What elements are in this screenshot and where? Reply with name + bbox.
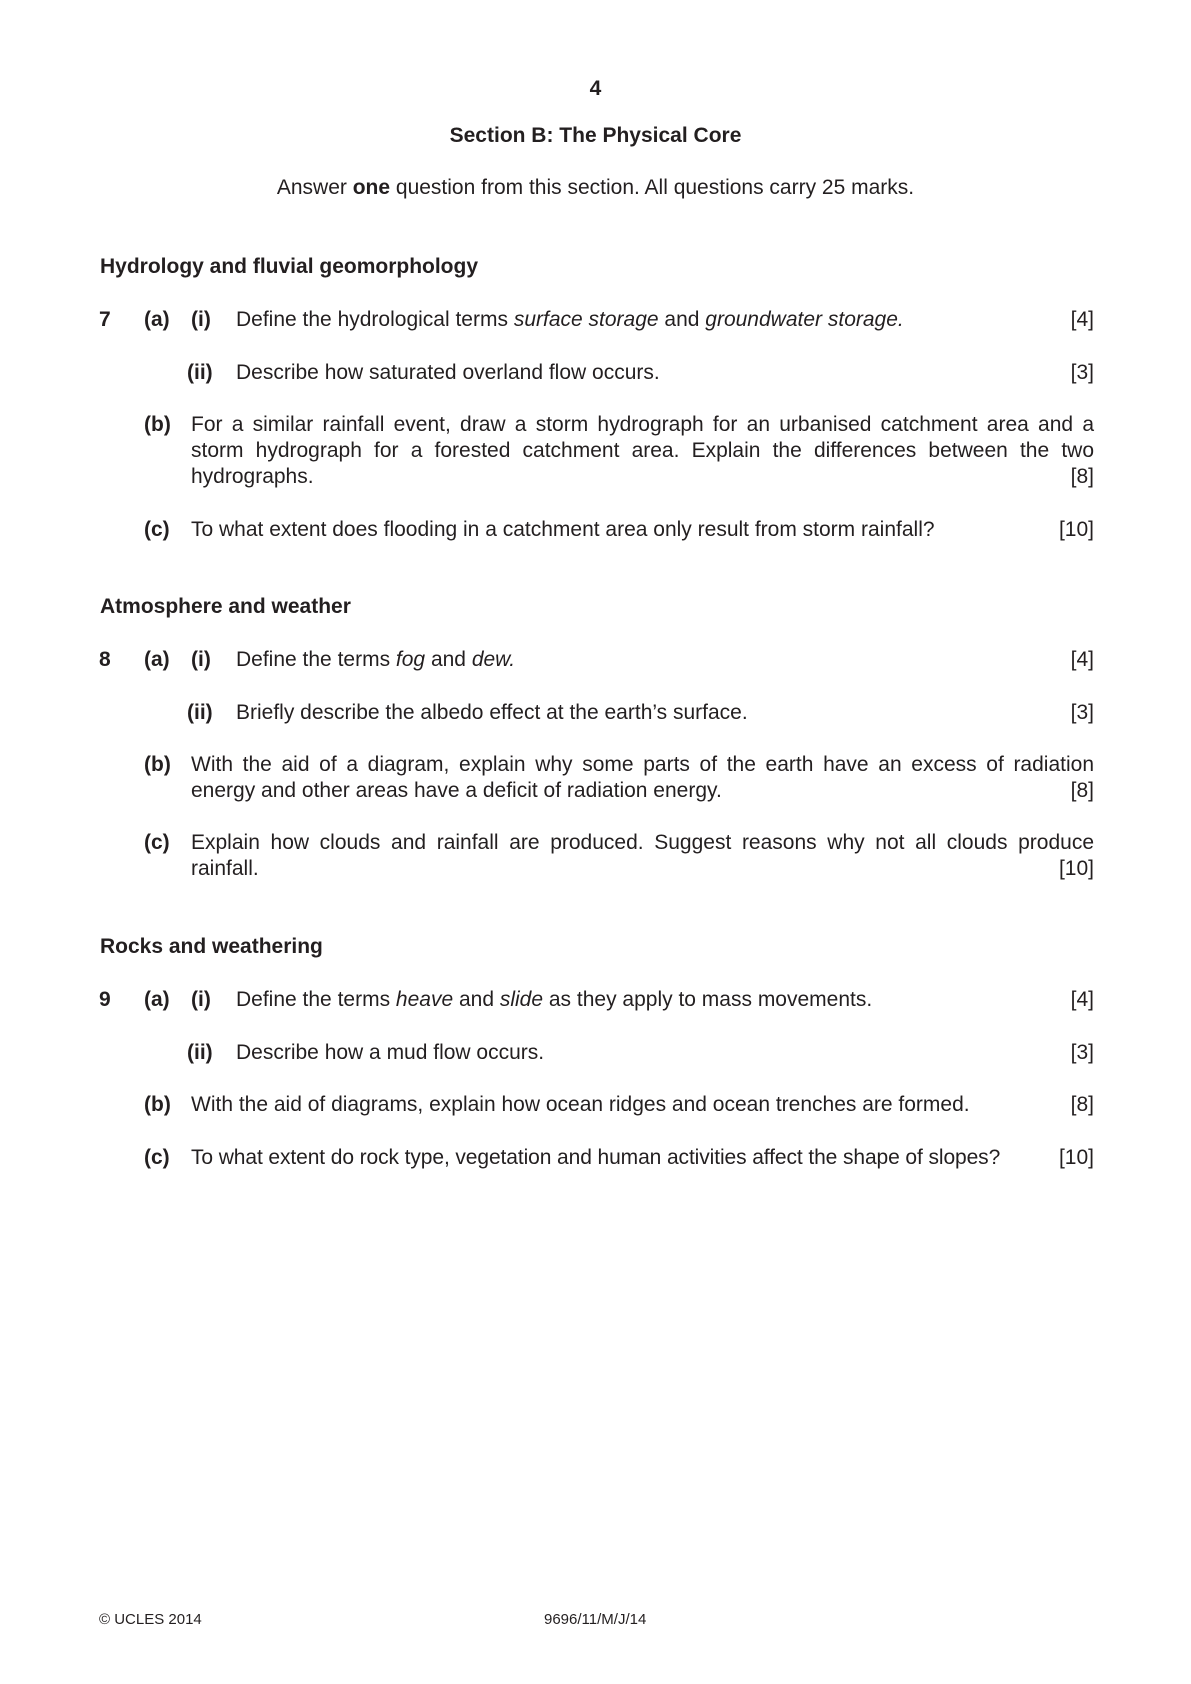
q9-c-mark: [10] (1058, 1146, 1094, 1169)
q9-a-i-text (236, 987, 872, 1013)
q9-a-i-text-1: Define the terms (236, 988, 396, 1011)
q7-a-ii-mark: [3] (1070, 361, 1094, 384)
section-instruction (0, 175, 1191, 201)
q9-c-text: To what extent do rock type, vegetation and human activities affect the shape of slopes? (191, 1146, 1001, 1169)
page-number: 4 (589, 77, 602, 100)
footer-paper-code: 9696/11/M/J/14 (544, 1611, 647, 1628)
q9-b-text: With the aid of diagrams, explain how ocean ridges and ocean trenches are formed. (191, 1093, 970, 1116)
q9-a-i-text-5: as they apply to mass movements. (543, 988, 873, 1011)
q7-a-ii-text: Describe how saturated overland flow occurs. (236, 361, 660, 384)
q7-part-a-label: (a) (144, 308, 170, 331)
q8-a-i-mark: [4] (1070, 648, 1094, 671)
question-number-8: 8 (99, 648, 111, 671)
q7-b-mark: [8] (1070, 465, 1094, 488)
q7-part-c-label: (c) (144, 518, 170, 541)
q7-c-text: To what extent does flooding in a catchment area only result from storm rainfall? (191, 518, 935, 541)
q9-a-i-mark: [4] (1070, 988, 1094, 1011)
q8-a-i-label: (i) (191, 648, 211, 671)
q8-a-i-term-1: fog (395, 648, 426, 671)
q8-a-ii-mark: [3] (1070, 701, 1094, 724)
q9-part-c-label: (c) (144, 1146, 170, 1169)
topic-heading-rocks: Rocks and weathering (100, 935, 323, 958)
topic-heading-atmosphere: Atmosphere and weather (100, 595, 351, 618)
q8-part-c-label: (c) (144, 831, 170, 854)
q8-a-i-term-2: dew. (471, 648, 516, 671)
q8-c-mark: [10] (1058, 857, 1094, 880)
q9-a-ii-mark: [3] (1070, 1041, 1094, 1064)
question-number-9: 9 (99, 988, 111, 1011)
q7-a-i-term-2: groundwater storage. (705, 308, 904, 331)
q9-a-i-term-2: slide (499, 988, 544, 1011)
q7-a-i-text-1: Define the hydrological terms (236, 308, 514, 331)
q8-a-i-text-3: and (425, 648, 472, 671)
q8-c-text: Explain how clouds and rainfall are produced. Suggest reasons why not all clouds produce rainfall. (191, 831, 1094, 880)
q8-a-i-text-1: Define the terms (236, 648, 396, 671)
q9-a-i-label: (i) (191, 988, 211, 1011)
q7-part-b-label: (b) (144, 413, 171, 436)
q7-a-ii-label: (ii) (187, 361, 213, 384)
q9-part-b-label: (b) (144, 1093, 171, 1116)
q7-c-mark: [10] (1058, 518, 1094, 541)
q8-a-ii-text: Briefly describe the albedo effect at the earth’s surface. (236, 701, 748, 724)
q7-a-i-text (236, 307, 904, 333)
q9-a-i-term-1: heave (395, 988, 454, 1011)
instruction-emphasis: one (352, 176, 391, 199)
q8-part-a-label: (a) (144, 648, 170, 671)
footer-copyright: © UCLES 2014 (99, 1611, 202, 1628)
q7-a-i-term-1: surface storage (513, 308, 659, 331)
q7-a-i-text-3: and (658, 308, 706, 331)
q9-a-ii-text: Describe how a mud flow occurs. (236, 1041, 545, 1064)
question-number-7: 7 (99, 308, 111, 331)
q8-a-ii-label: (ii) (187, 701, 213, 724)
q9-a-i-text-3: and (453, 988, 500, 1011)
q8-a-i-text (236, 647, 515, 673)
q7-b-text: For a similar rainfall event, draw a storm hydrograph for an urbanised catchment area and a storm hydrograph for a forested catchment area. Explain the differences between the two hydrographs. (191, 413, 1094, 488)
q8-b-text: With the aid of a diagram, explain why some parts of the earth have an excess of radiation energy and other areas have a deficit of radiation energy. (191, 753, 1094, 802)
q9-a-ii-label: (ii) (187, 1041, 213, 1064)
q7-a-i-mark: [4] (1070, 308, 1094, 331)
q8-b-mark: [8] (1070, 779, 1094, 802)
topic-heading-hydrology: Hydrology and fluvial geomorphology (100, 255, 479, 278)
q8-part-b-label: (b) (144, 753, 171, 776)
q7-a-i-label: (i) (191, 308, 211, 331)
q9-part-a-label: (a) (144, 988, 170, 1011)
instruction-text-end: question from this section. All questions carry 25 marks. (390, 176, 915, 199)
section-title: Section B: The Physical Core (449, 124, 742, 147)
q9-b-mark: [8] (1070, 1093, 1094, 1116)
instruction-text-start: Answer (276, 176, 353, 199)
